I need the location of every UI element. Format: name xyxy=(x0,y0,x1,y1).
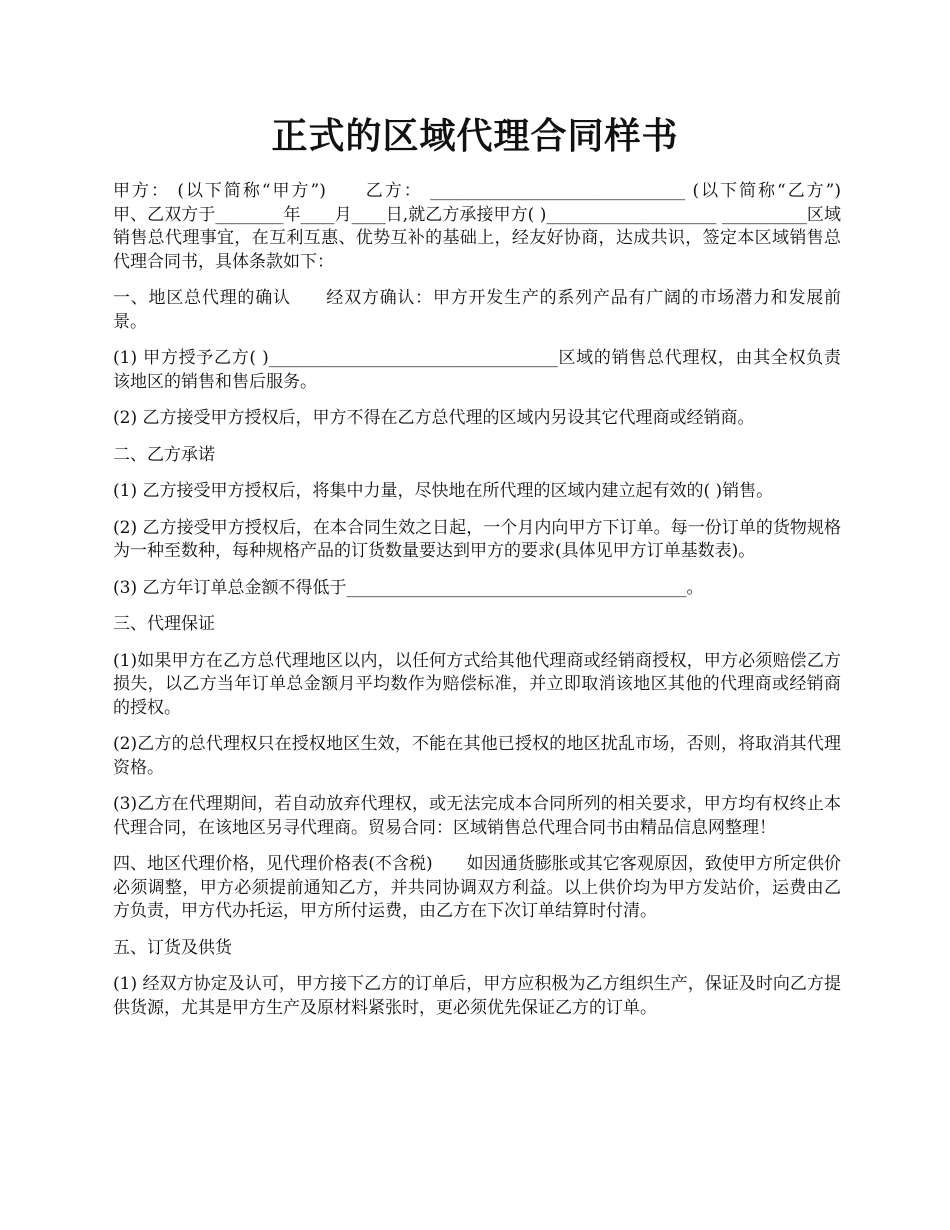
section-4-pricing: 四、地区代理价格，见代理价格表(不含税) 如因通货膨胀或其它客观原因，致使甲方所定供价必须调整，甲方必须提前通知乙方，并共同协调双方利益。以上供价均为甲方发站价，运费由乙方负责，甲方代办托运，甲方所付运费，由乙方在下次订单结算时付清。 xyxy=(113,854,841,921)
intro-paragraph: 甲方： (以下简称“甲方”) 乙方： ______________________________ (以下简称“乙方”) 甲、乙双方于________年____月____日,就乙方承接甲方( )____________________ __________区域销售总代理事宜，在互利互惠、优势互补的基础上，经友好协商，达成共识，签定本区域销售总代理合同书，具体条款如下： xyxy=(113,181,875,272)
section-2-item-1: (1) 乙方接受甲方授权后，将集中力量，尽快地在所代理的区域内建立起有效的( )销售。 xyxy=(113,481,774,501)
section-3-item-1: (1)如果甲方在乙方总代理地区以内，以任何方式给其他代理商或经销商授权，甲方必须赔偿乙方损失，以乙方当年订单总金额月平均数作为赔偿标准，并立即取消该地区其他的代理商或经销商的授权。 xyxy=(113,650,841,718)
section-5-heading: 五、订货及供货 xyxy=(113,937,232,958)
section-3-item-2: (2)乙方的总代理权只在授权地区生效，不能在其他已授权的地区扰乱市场，否则，将取消其代理资格。 xyxy=(113,734,841,778)
section-3-item-3: (3)乙方在代理期间，若自动放弃代理权，或无法完成本合同所列的相关要求，甲方均有权终止本代理合同，在该地区另寻代理商。贸易合同：区域销售总代理合同书由精品信息网整理！ xyxy=(113,794,841,838)
section-3-heading: 三、代理保证 xyxy=(113,614,215,634)
section-2-item-2: (2) 乙方接受甲方授权后，在本合同生效之日起，一个月内向甲方下订单。每一份订单的货物规格为一种至数种，每种规格产品的订货数量要达到甲方的要求(具体见甲方订单基数表)。 xyxy=(113,517,841,561)
section-5-item-1: (1) 经双方协定及认可，甲方接下乙方的订单后，甲方应积极为乙方组织生产，保证及时向乙方提供货源，尤其是甲方生产及原材料紧张时，更必须优先保证乙方的订单。 xyxy=(113,974,841,1018)
document-title: 正式的区域代理合同样书 xyxy=(271,115,679,157)
section-2-item-3: (3) 乙方年订单总金额不得低于________________________________________。 xyxy=(113,577,704,598)
section-2-heading: 二、乙方承诺 xyxy=(113,444,215,465)
document-body xyxy=(113,180,875,1033)
section-1-confirmation: 一、地区总代理的确认 经双方确认：甲方开发生产的系列产品有广阔的市场潜力和发展前景。 xyxy=(113,288,841,332)
section-1-item-2: (2) 乙方接受甲方授权后，甲方不得在乙方总代理的区域内另设其它代理商或经销商。 xyxy=(113,408,755,428)
section-1-item-1: (1) 甲方授予乙方( )__________________________________区域的销售总代理权，由其全权负责该地区的销售和售后服务。 xyxy=(113,348,841,392)
